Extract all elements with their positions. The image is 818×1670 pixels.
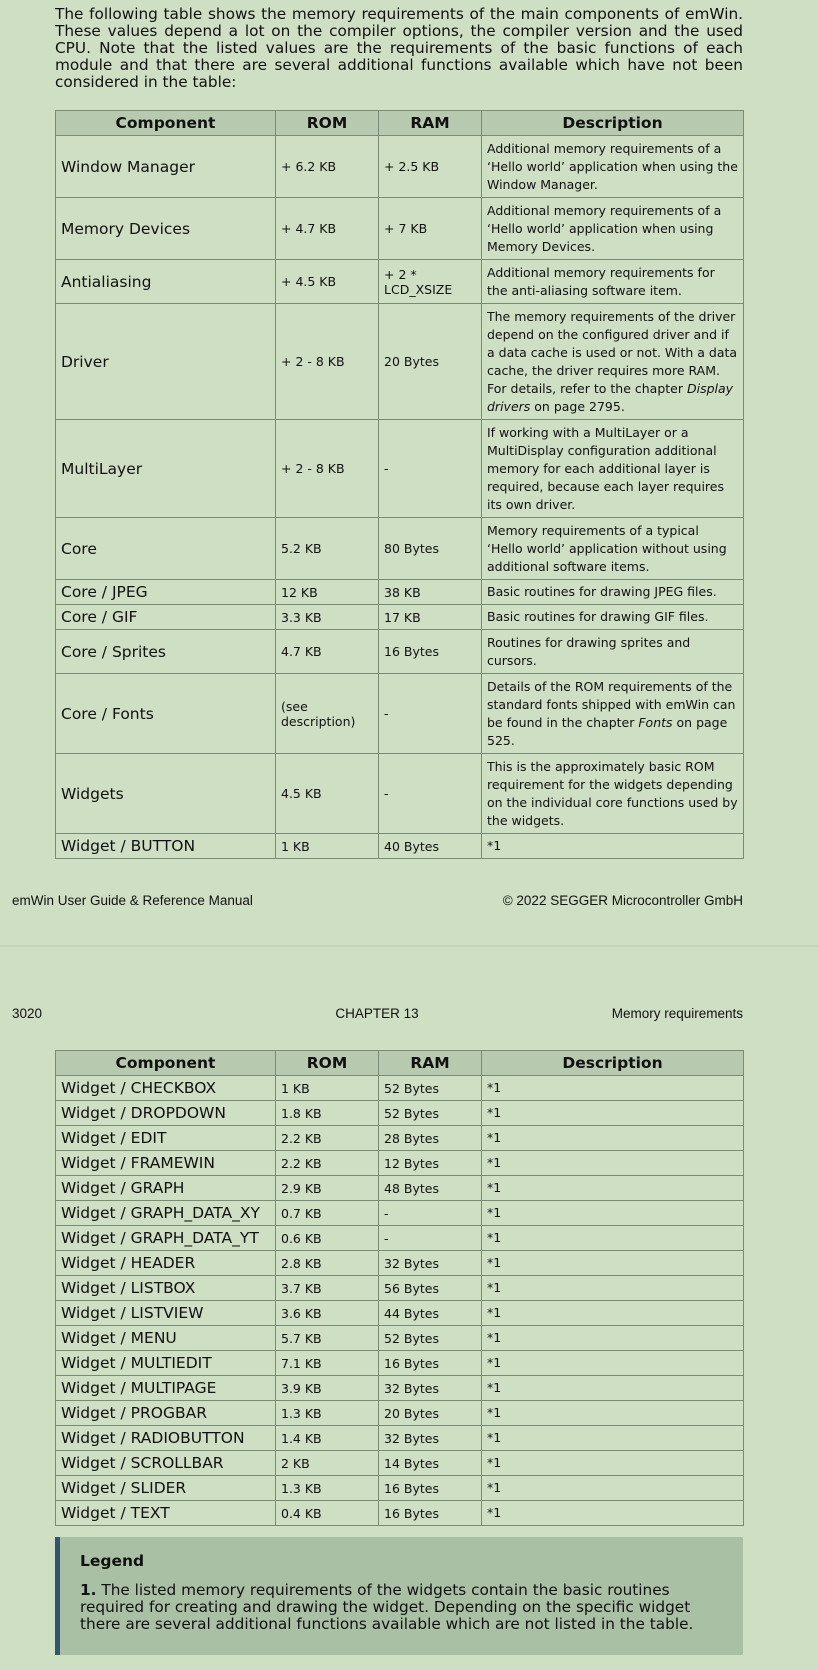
footer-title: emWin User Guide & Reference Manual (12, 893, 253, 908)
cell-rom: 4.7 KB (276, 630, 379, 674)
table-row (56, 198, 744, 260)
cell-component: Widget / MENU (56, 1326, 276, 1351)
cell-description: *1 (482, 1451, 744, 1476)
table-header-row (56, 1051, 744, 1076)
cell-ram: 20 Bytes (379, 304, 482, 420)
cell-rom: 1 KB (276, 834, 379, 859)
cell-rom: 1 KB (276, 1076, 379, 1101)
cell-component: Widget / MULTIPAGE (56, 1376, 276, 1401)
table-row (56, 1376, 744, 1401)
header-description: Description (482, 111, 744, 136)
table-row (56, 1401, 744, 1426)
cell-component: Widget / LISTVIEW (56, 1301, 276, 1326)
legend-box (55, 1537, 743, 1655)
table-row (56, 304, 744, 420)
footer-copyright: © 2022 SEGGER Microcontroller GmbH (502, 893, 743, 908)
cell-rom: 0.4 KB (276, 1501, 379, 1526)
table-header-row (56, 111, 744, 136)
cell-component: Widget / DROPDOWN (56, 1101, 276, 1126)
cell-ram: 52 Bytes (379, 1076, 482, 1101)
cell-component: Window Manager (56, 136, 276, 198)
legend-item-text: The listed memory requirements of the widgets contain the basic routines required for creating and drawing the widget. Depending on the specific widget there are several additional functions available which are not listed in the table. (80, 1581, 694, 1633)
description-part: on page 2795. (530, 398, 625, 414)
cell-ram: 20 Bytes (379, 1401, 482, 1426)
cell-description: Additional memory requirements of a ‘Hello world’ application when using Memory Devices. (482, 198, 744, 260)
cell-description: *1 (482, 1426, 744, 1451)
cell-ram: 48 Bytes (379, 1176, 482, 1201)
cell-ram: + 2 * LCD_XSIZE (379, 260, 482, 304)
cell-component: Widget / SLIDER (56, 1476, 276, 1501)
cell-rom: 3.3 KB (276, 605, 379, 630)
cell-component: Widgets (56, 754, 276, 834)
cell-description (482, 304, 744, 420)
cell-rom: 2 KB (276, 1451, 379, 1476)
table-row (56, 674, 744, 754)
table-row (56, 1501, 744, 1526)
cell-component: Widget / BUTTON (56, 834, 276, 859)
cell-description: *1 (482, 1076, 744, 1101)
header-description: Description (482, 1051, 744, 1076)
cell-description: Basic routines for drawing GIF files. (482, 605, 744, 630)
cell-description (482, 674, 744, 754)
cell-description: *1 (482, 1501, 744, 1526)
cell-ram: 16 Bytes (379, 630, 482, 674)
legend-item-number: 1. (80, 1581, 97, 1599)
cell-rom: 12 KB (276, 580, 379, 605)
cell-rom: 3.7 KB (276, 1276, 379, 1301)
cell-description: Additional memory requirements of a ‘Hello world’ application when using the Window Manager. (482, 136, 744, 198)
cell-description: *1 (482, 1301, 744, 1326)
page-divider (0, 945, 818, 947)
section-title: Memory requirements (611, 1006, 743, 1021)
table-row (56, 1101, 744, 1126)
cell-description: *1 (482, 1476, 744, 1501)
cell-description: *1 (482, 1326, 744, 1351)
cell-ram: 16 Bytes (379, 1501, 482, 1526)
cell-ram: - (379, 674, 482, 754)
cell-component: Core / GIF (56, 605, 276, 630)
cell-rom: + 6.2 KB (276, 136, 379, 198)
cell-description: *1 (482, 834, 744, 859)
cell-rom: 2.8 KB (276, 1251, 379, 1276)
cell-ram: 32 Bytes (379, 1376, 482, 1401)
table-row (56, 1226, 744, 1251)
cell-component: Widget / GRAPH_DATA_XY (56, 1201, 276, 1226)
table-row (56, 1426, 744, 1451)
cell-rom: 2.2 KB (276, 1126, 379, 1151)
table-row (56, 605, 744, 630)
cell-rom: 4.5 KB (276, 754, 379, 834)
cell-rom: 3.6 KB (276, 1301, 379, 1326)
cell-component: Widget / LISTBOX (56, 1276, 276, 1301)
legend-title: Legend (80, 1552, 145, 1570)
cell-component: Widget / GRAPH_DATA_YT (56, 1226, 276, 1251)
description-part: Display drivers (487, 380, 734, 414)
cell-component: Widget / PROGBAR (56, 1401, 276, 1426)
cell-ram: - (379, 420, 482, 518)
cell-ram: 38 KB (379, 580, 482, 605)
cell-ram: - (379, 1201, 482, 1226)
table-row (56, 1476, 744, 1501)
header-ram: RAM (379, 111, 482, 136)
cell-rom: + 4.5 KB (276, 260, 379, 304)
cell-description: *1 (482, 1401, 744, 1426)
cell-rom: 2.9 KB (276, 1176, 379, 1201)
table-row (56, 1126, 744, 1151)
cell-component: Core / Sprites (56, 630, 276, 674)
table-row (56, 1301, 744, 1326)
table-row (56, 1276, 744, 1301)
cell-description: *1 (482, 1101, 744, 1126)
cell-ram: 56 Bytes (379, 1276, 482, 1301)
table-row (56, 1151, 744, 1176)
cell-ram: 32 Bytes (379, 1251, 482, 1276)
cell-ram: 40 Bytes (379, 834, 482, 859)
header-ram: RAM (379, 1051, 482, 1076)
cell-component: Widget / SCROLLBAR (56, 1451, 276, 1476)
header-component: Component (56, 1051, 276, 1076)
cell-rom: 5.7 KB (276, 1326, 379, 1351)
cell-rom: 1.8 KB (276, 1101, 379, 1126)
cell-description: *1 (482, 1176, 744, 1201)
cell-rom: 1.3 KB (276, 1401, 379, 1426)
cell-description: Routines for drawing sprites and cursors. (482, 630, 744, 674)
cell-ram: 28 Bytes (379, 1126, 482, 1151)
table-row (56, 260, 744, 304)
intro-paragraph: The following table shows the memory requirements of the main components of emWin. These values depend a lot on the compiler options, the compiler version and the used CPU. Note that the listed values are the requirements of the basic functions of each module and that there are several additional functions available which have not been considered in the table: (55, 5, 743, 91)
cell-rom: + 4.7 KB (276, 198, 379, 260)
cell-ram: 32 Bytes (379, 1426, 482, 1451)
cell-ram: 16 Bytes (379, 1476, 482, 1501)
table-row (56, 630, 744, 674)
cell-component: Widget / MULTIEDIT (56, 1351, 276, 1376)
cell-rom: 5.2 KB (276, 518, 379, 580)
cell-rom: 1.3 KB (276, 1476, 379, 1501)
cell-description: Additional memory requirements for the anti-aliasing software item. (482, 260, 744, 304)
cell-component: Driver (56, 304, 276, 420)
table-row (56, 420, 744, 518)
cell-ram: 14 Bytes (379, 1451, 482, 1476)
table-row (56, 136, 744, 198)
table-row (56, 1351, 744, 1376)
cell-description: *1 (482, 1251, 744, 1276)
cell-description: *1 (482, 1376, 744, 1401)
cell-description: This is the approximately basic ROM requirement for the widgets depending on the individual core functions used by the widgets. (482, 754, 744, 834)
cell-component: Widget / CHECKBOX (56, 1076, 276, 1101)
cell-ram: + 7 KB (379, 198, 482, 260)
cell-component: Widget / HEADER (56, 1251, 276, 1276)
table-row (56, 1076, 744, 1101)
cell-ram: - (379, 1226, 482, 1251)
cell-ram: 52 Bytes (379, 1101, 482, 1126)
cell-ram: 52 Bytes (379, 1326, 482, 1351)
cell-rom: 0.6 KB (276, 1226, 379, 1251)
memory-table-2 (55, 1050, 744, 1526)
cell-ram: 44 Bytes (379, 1301, 482, 1326)
cell-ram: + 2.5 KB (379, 136, 482, 198)
memory-table-1 (55, 110, 744, 859)
table-row (56, 1201, 744, 1226)
cell-component: Widget / EDIT (56, 1126, 276, 1151)
cell-description: *1 (482, 1126, 744, 1151)
cell-component: Memory Devices (56, 198, 276, 260)
page-number: 3020 (12, 1006, 43, 1021)
cell-description: Basic routines for drawing JPEG files. (482, 580, 744, 605)
cell-component: Antialiasing (56, 260, 276, 304)
cell-component: Widget / FRAMEWIN (56, 1151, 276, 1176)
table-row (56, 754, 744, 834)
cell-rom: 2.2 KB (276, 1151, 379, 1176)
table-row (56, 580, 744, 605)
cell-description: *1 (482, 1351, 744, 1376)
cell-ram: 80 Bytes (379, 518, 482, 580)
cell-ram: 17 KB (379, 605, 482, 630)
cell-component: MultiLayer (56, 420, 276, 518)
table-row (56, 1451, 744, 1476)
cell-component: Core (56, 518, 276, 580)
table-row (56, 1251, 744, 1276)
cell-component: Widget / RADIOBUTTON (56, 1426, 276, 1451)
description-part: on page 525. (487, 714, 728, 748)
legend-item (80, 1582, 725, 1633)
cell-component: Core / JPEG (56, 580, 276, 605)
header-component: Component (56, 111, 276, 136)
cell-description: Memory requirements of a typical ‘Hello world’ application without using additional software items. (482, 518, 744, 580)
cell-description: *1 (482, 1226, 744, 1251)
chapter-label: CHAPTER 13 (335, 1006, 419, 1021)
description-part: The memory requirements of the driver depend on the configured driver and if a data cache is used or not. With a data cache, the driver requires more RAM. For details, refer to the chapter (487, 308, 738, 396)
table-row (56, 834, 744, 859)
cell-rom: 1.4 KB (276, 1426, 379, 1451)
cell-component: Widget / TEXT (56, 1501, 276, 1526)
cell-ram: 12 Bytes (379, 1151, 482, 1176)
cell-component: Core / Fonts (56, 674, 276, 754)
cell-description: *1 (482, 1201, 744, 1226)
cell-rom: + 2 - 8 KB (276, 304, 379, 420)
header-rom: ROM (276, 111, 379, 136)
cell-ram: - (379, 754, 482, 834)
cell-ram: 16 Bytes (379, 1351, 482, 1376)
cell-rom: 7.1 KB (276, 1351, 379, 1376)
cell-description: If working with a MultiLayer or a MultiDisplay configuration additional memory for each additional layer is required, because each layer requires its own driver. (482, 420, 744, 518)
table-row (56, 1176, 744, 1201)
description-part: Details of the ROM requirements of the standard fonts shipped with emWin can be found in the chapter (487, 678, 736, 730)
cell-description: *1 (482, 1151, 744, 1176)
table-row (56, 1326, 744, 1351)
cell-description: *1 (482, 1276, 744, 1301)
table-row (56, 518, 744, 580)
cell-component: Widget / GRAPH (56, 1176, 276, 1201)
cell-rom: 3.9 KB (276, 1376, 379, 1401)
cell-rom: (see description) (276, 674, 379, 754)
description-part: Fonts (638, 714, 673, 730)
cell-rom: 0.7 KB (276, 1201, 379, 1226)
header-rom: ROM (276, 1051, 379, 1076)
cell-rom: + 2 - 8 KB (276, 420, 379, 518)
